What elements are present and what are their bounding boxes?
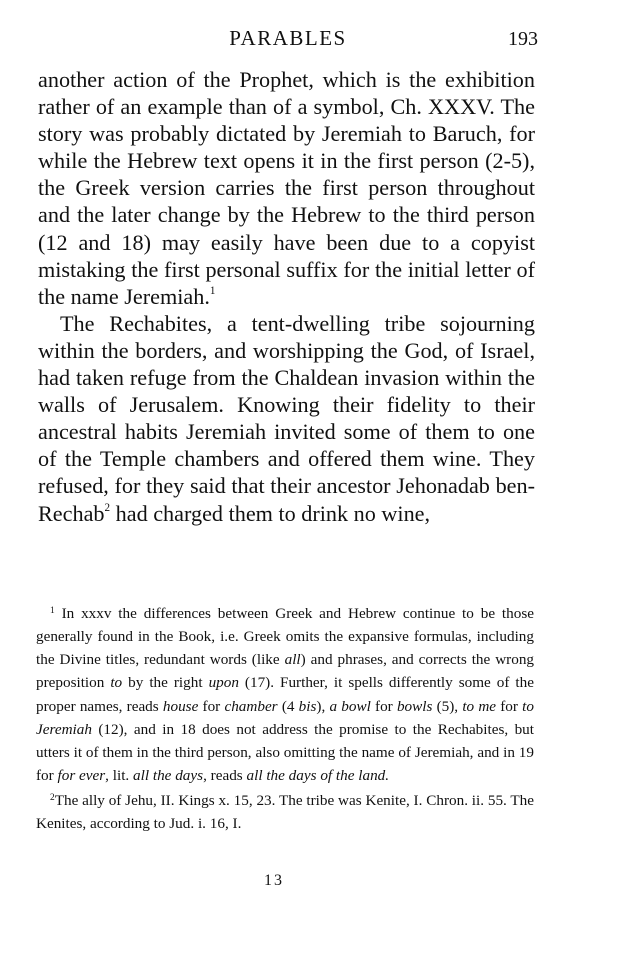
footnote-italic: upon [208, 674, 239, 692]
footnote-text: (5), [432, 697, 463, 715]
footnote-reference: 2 [104, 501, 111, 514]
footnote-text: (12), and in 18 does not address the promise to the Rechabites, but utters it of them in the third person, also omitting the name of Jeremiah, and in 19 for [36, 720, 534, 784]
footnote-italic: to me [462, 697, 497, 715]
footnote-text: ) and phrases, and corrects the wrong preposition [36, 651, 535, 692]
footnote-reference: 1 [209, 284, 216, 297]
footnote-italic: chamber [224, 697, 278, 715]
footnote-text: by the right [122, 674, 209, 692]
footnote-italic: all the days [133, 766, 204, 784]
footnote-text: ), [316, 697, 330, 715]
footnote-italic: bowls [396, 697, 433, 715]
footnote-text: (17). Further, it spells differently some of the proper names, reads [36, 674, 534, 715]
footnote-italic: bis [298, 697, 317, 715]
paragraph-text: had charged them to drink no wine, [115, 500, 431, 526]
footnote-italic: all the days of the land. [246, 766, 390, 784]
footnote-text: for [496, 697, 523, 715]
paragraph [38, 66, 535, 310]
footnote-text: , lit. [105, 766, 134, 784]
running-title: PARABLES [229, 26, 347, 50]
footnote-text: , reads [203, 766, 247, 784]
footnote-text: In xxxv the differences between Greek and Hebrew continue to be those generally found in the Book, i.e. Greek omits the expansive formulas, including the Divine titles, redundant words (like [36, 605, 534, 669]
footnote [36, 787, 534, 835]
footnote [36, 600, 534, 787]
footnote-italic: for ever [57, 766, 106, 784]
footnote-text: (4 [277, 697, 299, 715]
footnote-text: for [198, 697, 225, 715]
footnote-italic: house [162, 697, 199, 715]
footnote-italic: all [284, 651, 301, 669]
footnote-marker: 2 [50, 792, 55, 803]
footnote-italic: a bowl [329, 697, 371, 715]
footnote-italic: to [110, 674, 123, 692]
running-header [38, 26, 538, 52]
footnote-text: for [370, 697, 397, 715]
footnote-text: The ally of Jehu, II. Kings x. 15, 23. The tribe was Kenite, I. Chron. ii. 55. The Kenites, according to Jud. i. 16, I. [36, 792, 534, 833]
footnotes [36, 600, 534, 835]
page-number: 193 [508, 28, 538, 50]
footnote-italic: to Jeremiah [36, 697, 534, 738]
main-text [38, 66, 535, 527]
paragraph-text: The Rechabites, a tent-dwelling tribe sojourning within the borders, and worshipping the God, of Israel, had taken refuge from the Chaldean invasion within the walls of Jerusalem. Knowing their fidelity to their ancestral habits Jeremiah invited some of them to one of the Temple chambers and offered them wine. They refused, for they said that their ancestor Jehonadab ben-Rechab [38, 310, 535, 526]
footnote-marker: 1 [50, 606, 55, 616]
paragraph-text: another action of the Prophet, which is the exhibition rather of an example than of a symbol, Ch. XXXV. The story was probably dictated by Jeremiah to Baruch, for while the Hebrew text opens it in the first person (2-5), the Greek version carries the first person throughout and the later change by the Hebrew to the third person (12 and 18) may easily have been due to a copyist mistaking the first personal suffix for the initial letter of the name Jeremiah. [38, 67, 535, 309]
paragraph [38, 310, 535, 527]
signature-mark: 13 [264, 872, 284, 889]
